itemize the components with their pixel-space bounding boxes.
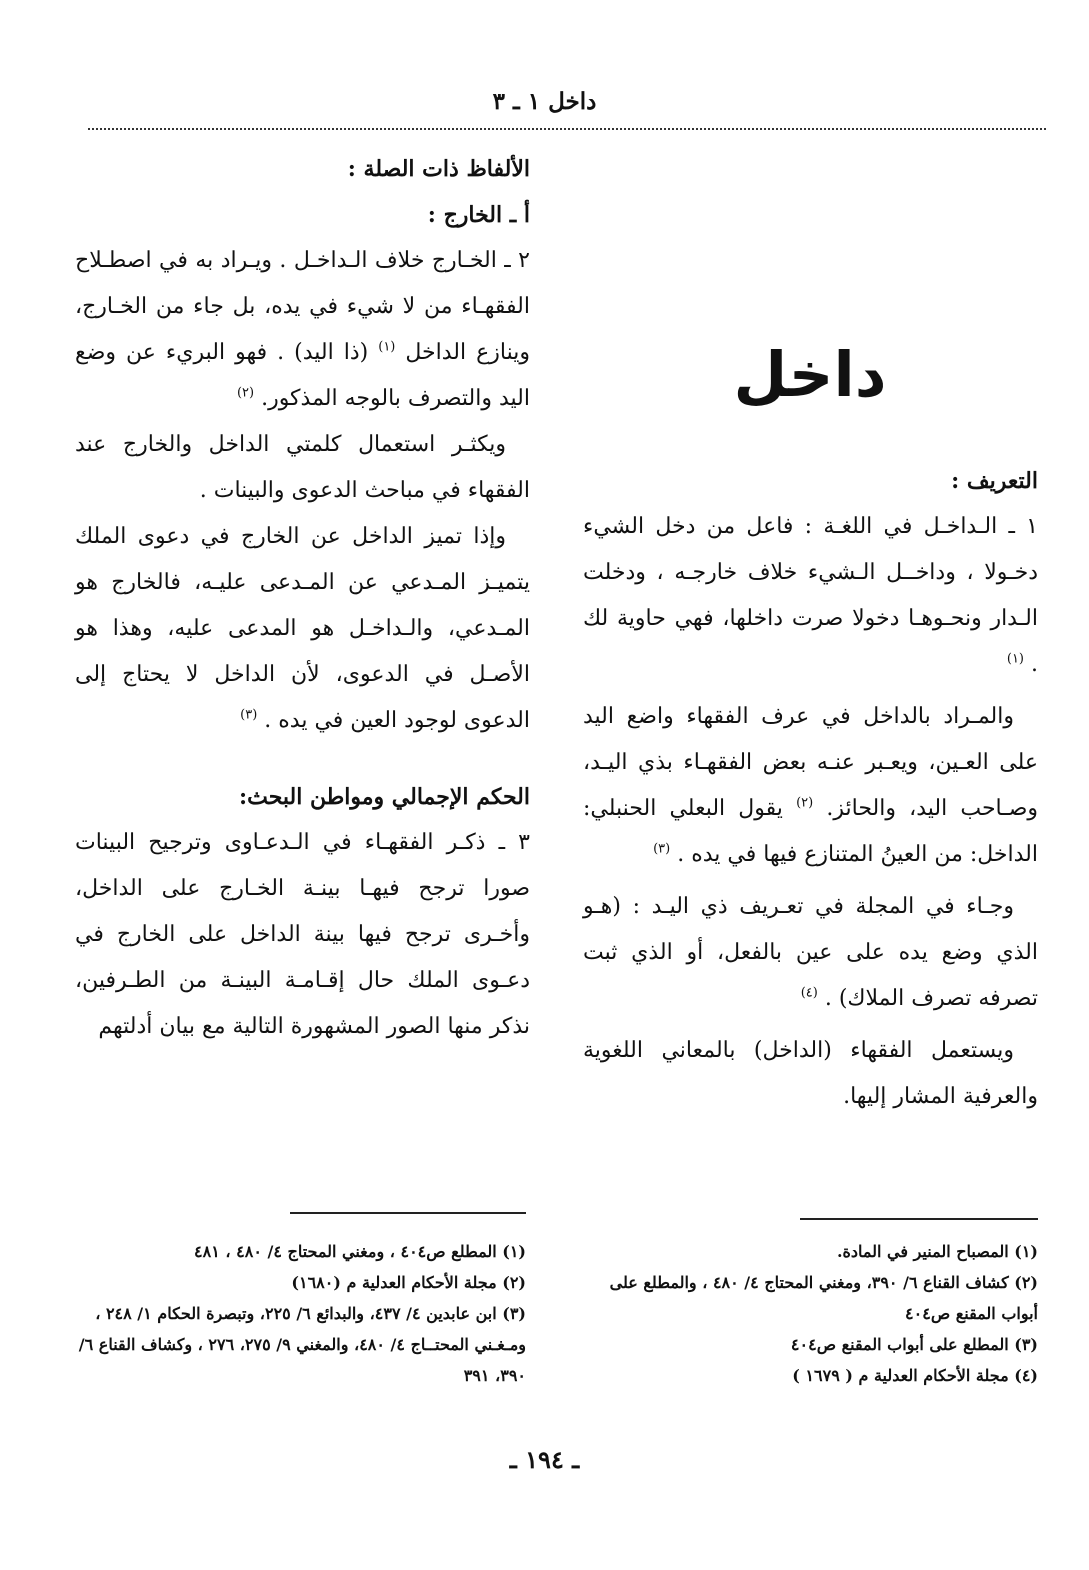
- paragraph-4: [583, 1028, 1038, 1120]
- footnote-item: (٣) المطلع على أبواب المقنع ص٤٠٤: [790, 1335, 1038, 1354]
- footnote-ref[interactable]: (١): [378, 339, 396, 355]
- footnote-item: (٢) كشاف القناع ٦/ ٣٩٠، ومغني المحتاج ٤/ ٤٨٠ ، والمطلع على أبواب المقنع ص٤٠٤: [609, 1273, 1038, 1323]
- running-header: [0, 82, 1089, 122]
- definition-heading: التعريف :: [951, 468, 1038, 494]
- para-2-middle: (ذا اليد) . فهو البريء عن وضع اليد والتصرف بالوجه المذكور.: [75, 340, 530, 411]
- related-terms-heading: الألفاظ ذات الصلة :: [347, 156, 530, 182]
- paragraph-1-text: ١ ـ الـداخـل في اللغـة : فاعل من دخل الشيء دخـولا ، وداخــل الـشيء خلاف خارجـه ، ودخلت الـدار ونحـوهـا دخولا صرت داخلها، فهي حاوية لك .: [583, 514, 1038, 677]
- paragraph-2-kharij: [75, 238, 530, 422]
- sub-heading-kharij: أ ـ الخارج :: [427, 202, 530, 228]
- footnote-ref[interactable]: (٣): [240, 707, 258, 723]
- footnote-ref[interactable]: (٣): [653, 841, 671, 857]
- paragraph-2-tail: يقول البعلي الحنبلي: الداخل: من العينُ المتنازع فيها في يده .: [583, 796, 1038, 867]
- right-column: [583, 458, 1038, 1120]
- footnote-ref[interactable]: (٢): [236, 385, 255, 401]
- footnote-item: (٤) مجلة الأحكام العدلية م ( ١٦٧٩ ): [792, 1366, 1038, 1385]
- footnote-item: (٣) ابن عابدين ٤/ ٤٣٧، والبدائع ٦/ ٢٢٥، وتبصرة الحكام ١/ ٢٤٨ ، ومـغـني المحتــاج ٤/ ٤٨٠، والمغني ٩/ ٢٧٥، ٢٧٦ ، وكشاف القناع ٦/ ٣٩٠، ٣٩١: [78, 1304, 526, 1385]
- footnote-rule-right: [800, 1218, 1038, 1220]
- paragraph-1: [583, 504, 1038, 688]
- paragraph-ruling: ٣ ـ ذكـر الفقهـاء في الـدعـاوى وترجيح البينات صورا ترجح فيهـا بينـة الخـارج على الداخل، وأخـرى ترجح فيها بينة الداخل على الخارج في دعـوى الملك حال إقـامـة البينـة من الطـرفين، نذكر منها الصور المشهورة التالية مع بيان أدلتهم: [75, 830, 530, 1039]
- paragraph-distinction: [75, 514, 530, 744]
- footnote-ref[interactable]: (١): [1006, 651, 1024, 667]
- paragraph-2: [583, 694, 1038, 878]
- paragraph-2-text: والمـراد بالداخل في عرف الفقهاء واضع اليد على العـين، ويعـبر عنـه بعض الفقهـاء بذي اليـد، وصـاحب اليد، والحائز.: [583, 704, 1039, 821]
- paragraph-usage: ويكثـر استعمال كلمتي الداخل والخارج عند الفقهاء في مباحث الدعوى والبينات .: [75, 432, 530, 503]
- paragraph-3: [583, 884, 1038, 1022]
- footnote-ref[interactable]: (٤): [800, 985, 818, 1001]
- footnotes-left: [72, 1236, 526, 1391]
- footnote-item: (١) المصباح المنير في المادة.: [836, 1242, 1038, 1261]
- para-4-text: وإذا تميز الداخل عن الخارج في دعوى الملك يتميـز المـدعي عن المـدعى عليـه، فالخارج هو المـدعي، والـداخـل هو المدعى عليه، وهذا هو الأصـل في الدعوى، لأن الداخل لا يحتاج إلى الدعوى لوجود العين في يده .: [75, 524, 530, 733]
- footnote-item: (١) المطلع ص٤٠٤ ، ومغني المحتاج ٤/ ٤٨٠ ، ٤٨١: [194, 1242, 526, 1261]
- footnotes-right: [583, 1236, 1038, 1391]
- running-title: داخل ١ ـ ٣: [492, 88, 597, 115]
- footnote-rule-left: [290, 1212, 526, 1214]
- footnote-item: (٢) مجلة الأحكام العدلية م (١٦٨٠): [291, 1273, 526, 1292]
- header-dotted-rule: [88, 128, 1046, 130]
- footnote-ref[interactable]: (٢): [796, 795, 814, 811]
- para-2-before: ٢ ـ الخـارج خلاف الـداخـل . ويـراد به في اصطـلاح الفقهـاء من لا شيء في يده، بل جاء من الخـارج، وينازع الداخل: [75, 248, 530, 365]
- ruling-heading: الحكم الإجمالي ومواطن البحث:: [238, 784, 530, 810]
- entry-title: داخل: [733, 338, 887, 411]
- left-column: [75, 146, 530, 1050]
- page-number: ـ ١٩٤ ـ: [509, 1445, 580, 1474]
- paragraph-3-text: وجـاء في المجلة في تعـريف ذي اليـد : (هـو الذي وضع يده على عين بالفعل، أو الذي ثبت تصرفه تصرف الملاك) .: [583, 894, 1038, 1011]
- paragraph-4-text: ويستعمل الفقهاء (الداخل) بالمعاني اللغوية والعرفية المشار إليها.: [583, 1038, 1038, 1109]
